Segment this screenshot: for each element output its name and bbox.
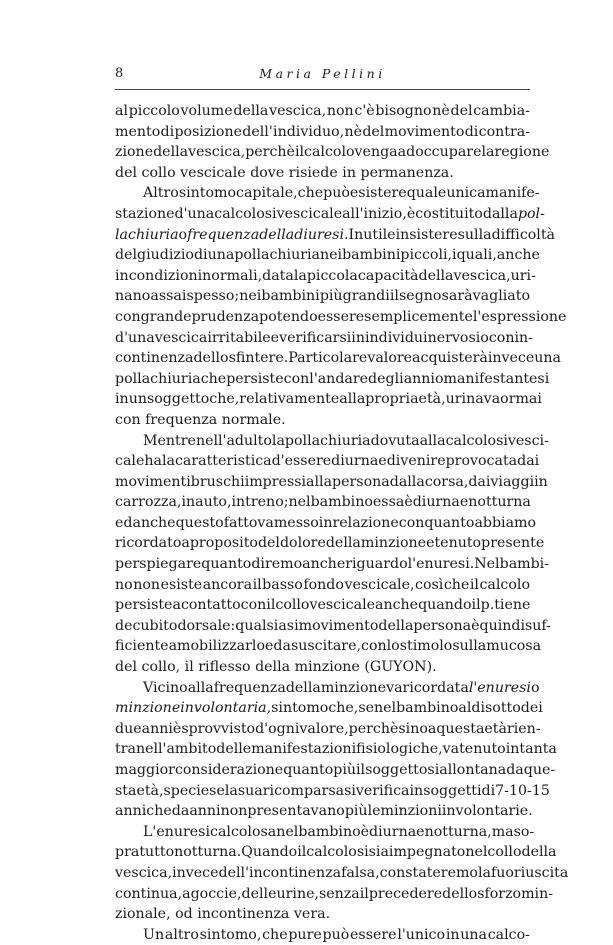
- text-line: stazione d'una calcolosi vescicale all'inizio, è costituito dalla pol-: [115, 205, 545, 222]
- text-line: continenza dello sfintere. Particolare valore acquisterà invece una: [115, 350, 561, 367]
- text-line: in un soggetto che, relativamente alla propria età, urinava ormai: [115, 391, 542, 408]
- text-line: Altro sintomo capitale, che può esistere quale unica manife-: [143, 185, 540, 202]
- text-line: lachiuria o frequenza della diuresi. Inutile insistere sulla difficoltà: [115, 226, 555, 243]
- text-line: ficiente a mobilizzarlo ed a suscitare, con lo stimolo sulla mucosa: [115, 638, 542, 655]
- text-line: maggior considerazione quanto più il soggetto si allontana da que-: [115, 762, 556, 778]
- header-rule: [115, 89, 530, 90]
- text-line: del collo, il riflesso della minzione (GUYON).: [115, 659, 437, 676]
- text-line: decubito dorsale: qualsiasi movimento della persona è quindi suf-: [115, 617, 551, 634]
- text-line: in condizioni normali, data la piccola capacità della vescica, uri-: [115, 267, 536, 284]
- text-line: mento di posizione dell' individuo, nè del movimento di contra-: [115, 123, 530, 140]
- page-header: [115, 66, 530, 86]
- text-line: L'enuresi calcolosa nel bambino è diurna e notturna, ma so-: [143, 823, 535, 840]
- text-line: zione della vescica, perchè il calcolo venga ad occupare la regione: [115, 144, 550, 161]
- text-line: vescica, invece dell'incontinenza falsa, constateremo la fuoriuscita: [115, 864, 569, 881]
- text-line: Un altro sintomo, che pure può essere l'unico in una calco-: [143, 926, 530, 943]
- text-line: con frequenza normale.: [115, 411, 286, 428]
- text-line: Vicino alla frequenza della minzione va ricordata l'enuresi o: [143, 679, 540, 696]
- text-line: no non esiste ancora il basso fondo vescicale, così che il calcolo: [115, 576, 530, 593]
- text-line: Mentre nell'adulto la pollachiuria dovuta alla calcolosi vesci-: [143, 432, 549, 449]
- text-line: ricordato a proposito del dolore della minzione e tenuto presente: [115, 535, 545, 552]
- text-line: ed anche questo fatto va messo in relazione con quanto abbiamo: [115, 514, 537, 531]
- text-line: minzione involontaria, sintomo che, se nel bambino al disotto dei: [115, 700, 543, 717]
- text-line: del giudizio di una pollachiuria nei bambini piccoli, i quali, anche: [115, 247, 540, 264]
- body-text: [115, 101, 569, 945]
- text-line: anni che da anni non presentavano più le minzioni involontarie.: [115, 803, 533, 820]
- text-line: tra nell'ambito delle manifestazioni fisiologiche, va tenuto in tanta: [115, 741, 557, 758]
- text-line: cale ha la caratteristica d'essere diurna e di venire provocata dai: [115, 453, 540, 470]
- text-line: con grande prudenza potendo essere semplicemente l'espressione: [115, 308, 567, 325]
- running-head: Maria Pellini: [259, 66, 386, 81]
- text-line: d'una vescica irritabile e verificarsi in individui nervosi o con in-: [115, 329, 533, 346]
- text-line: zionale, od incontinenza vera.: [115, 906, 331, 923]
- text-line: per spiegare quanto diremo anche riguardo l'enuresi. Nel bambi-: [115, 556, 550, 573]
- page-number: 8: [115, 66, 124, 81]
- text-line: continua, a goccie, delle urine ,senza il precedere dello sforzo min-: [115, 885, 554, 902]
- text-line: due anni è sprovvisto d'ogni valore, perchè sino a questa età rien-: [115, 720, 541, 737]
- text-line: nano assai spesso; nei bambini più grandi il segno sarà vagliato: [115, 288, 530, 305]
- text-line: sta età, specie se la sua ricomparsa si verifica in soggetti di 7-10-15: [115, 782, 550, 799]
- text-line: pratutto notturna. Quando il calcolo si sia impegnato nel collo della: [115, 844, 557, 861]
- text-line: al piccolo volume della vescica, non c'è bisogno nè del cambia-: [115, 103, 530, 119]
- text-line: movimenti bruschi impressi alla persona dalla corsa, dai viaggi in: [115, 473, 548, 490]
- text-line: del collo vescicale dove risiede in permanenza.: [115, 164, 454, 181]
- text-line: pollachiuria che persiste con l'andare degli anni o manifestantesi: [115, 370, 550, 387]
- text-line: persiste a contatto con il collo vescicale anche quando il p. tiene: [115, 597, 531, 614]
- text-line: carrozza, in auto, in treno; nel bambino essa è diurna e notturna: [115, 494, 531, 511]
